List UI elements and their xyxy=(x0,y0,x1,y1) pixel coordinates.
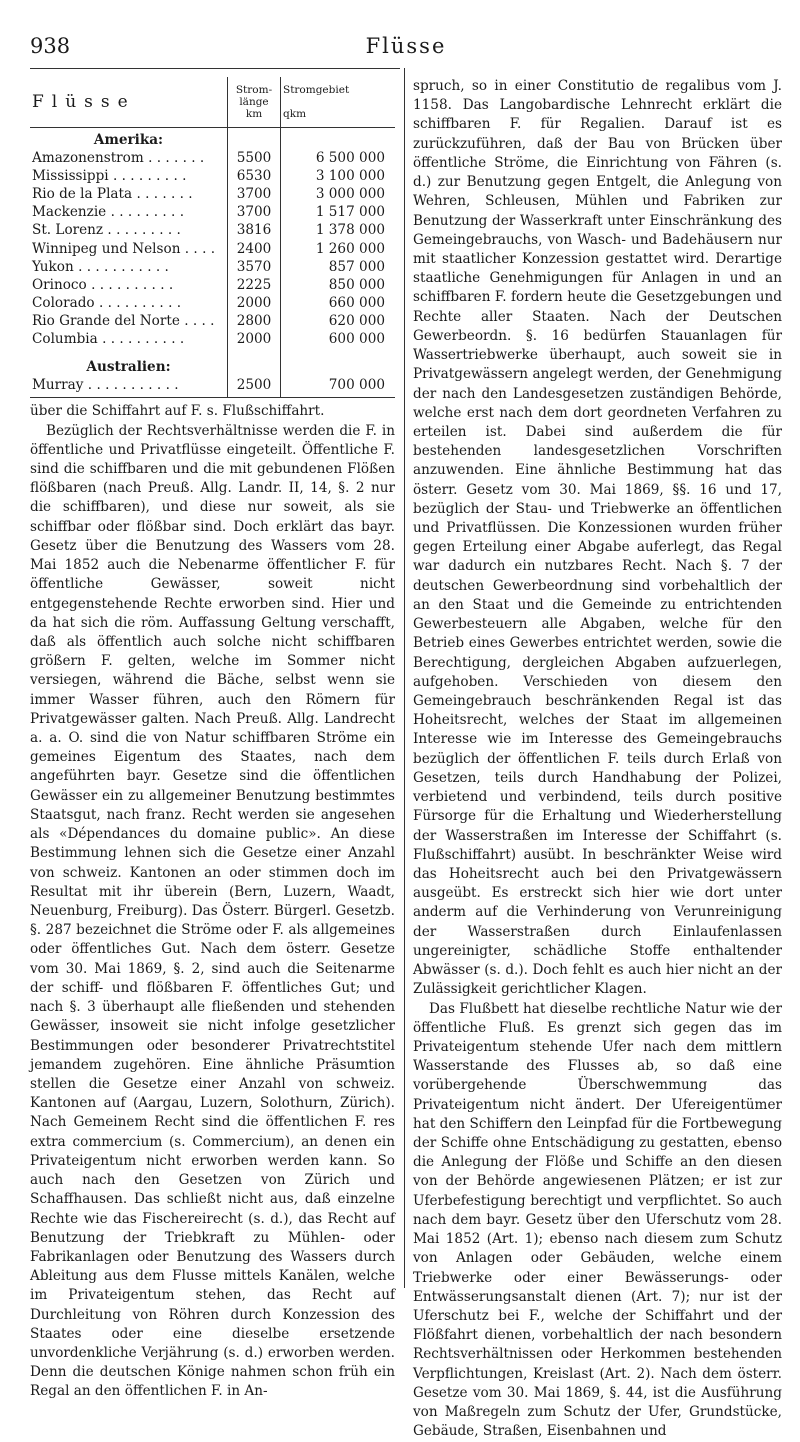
river-area: 1 378 000 xyxy=(315,222,385,239)
river-area: 700 000 xyxy=(281,376,396,398)
river-name-cell xyxy=(30,240,228,258)
region-heading-row xyxy=(30,355,395,376)
river-area: 850 000 xyxy=(328,276,385,293)
river-name-cell xyxy=(30,330,228,348)
river-name-cell xyxy=(30,312,228,330)
right-text xyxy=(413,77,782,1442)
left-text xyxy=(30,402,395,1401)
river-table-body xyxy=(30,128,395,398)
river-length: 2225 xyxy=(228,276,281,294)
river-name-cell xyxy=(30,258,228,276)
river-name: Rio de la Plata xyxy=(32,186,133,203)
table-row xyxy=(30,167,395,185)
river-name-cell xyxy=(30,185,228,203)
leader-dots: . . . . . . . . . . . xyxy=(78,258,169,275)
river-length: 3700 xyxy=(228,203,281,221)
table-row xyxy=(30,221,395,239)
table-header-area xyxy=(281,77,396,128)
paragraph: spruch, so in einer Constitutio de regalibus vom J. 1158. Das Langobardische Lehnrecht erklärt die schiffbaren F. für Regalien. Darauf ist es zurückzuführen, daß der Bau von Brücken über öffentliche Ströme, die Einrichtung von Fähren (s. d.) zur Benutzung gegen Entgelt, die Anlegung von Wehren, Schleusen, Mühlen und Fabriken zur Benutzung der Wasserkraft unter Einschränkung des Gemeingebrauchs, von Wasch- und Badehäusern nur mit staatlicher Konzession gestattet wird. Derartige staatliche Genehmigungen für Anlagen in und an schiffbaren F. fordern heute die Gesetzgebungen und Rechte aller Staaten. Nach der Deutschen Gewerbeordn. §. 16 bedürfen Stauanlagen für Wassertriebwerke überhaupt, auch soweit sie in Privatgewässern angelegt werden, der Genehmigung der nach den Landesgesetzen zuständigen Behörde, welche erst nach dem dort geordneten Verfahren zu erteilen ist. Dabei sind außerdem die für bestehenden landesgesetzlichen Vorschriften anzuwenden. Eine ähnliche Bestimmung hat das österr. Gesetz vom 30. Mai 1869, §§. 16 und 17, bezüglich der Stau- und Triebwerke an öffentlichen und Privatflüssen. Die Konzessionen wurden früher gegen Erteilung einer Abgabe auferlegt, das Regal war dadurch ein nutzbares Recht. Nach §. 7 der deutschen Gewerbeordnung sind vorbehaltlich der an den Staat und die Gemeinde zu entrichtenden Gewerbesteuern alle Abgaben, welche für den Betrieb eines Gewerbes entrichtet werden, sowie die Berechtigung, dergleichen Abgaben aufzuerlegen, aufgehoben. Verschieden von diesem den Gemeingebrauch beschränkenden Regal ist das Hoheitsrecht, welches der Staat im allgemeinen Interesse wie im Interesse des Gemeingebrauchs bezüglich der öffentlichen F. teils durch Erlaß von Gesetzen, teils durch Handhabung der Polizei, verbietend und verbindend, teils durch positive Fürsorge für die Erhaltung und Wiederherstellung der Wasserstraßen im Interesse der Schiffahrt (s. Flußschiffahrt) ausübt. In beschränkter Weise wird das Hoheitsrecht auch bei den Privatgewässern ausgeübt. Es erstreckt sich hier wie dort unter anderm auf die Verhinderung von Verunreinigung der Wasserstraßen durch Einlaufenlassen ungereinigter, schädliche Stoffe enthaltender Abwässer (s. d.). Doch fehlt es auch hier nicht an der Zulässigkeit gerichtlicher Klagen. xyxy=(413,78,782,998)
table-row xyxy=(30,276,395,294)
river-length: 3700 xyxy=(228,185,281,203)
river-length: 2500 xyxy=(228,376,281,398)
river-name: St. Lorenz xyxy=(32,222,104,239)
table-row xyxy=(30,376,395,398)
river-name: Yukon xyxy=(32,258,74,275)
table-header-name: Flüsse xyxy=(30,77,228,128)
leader-dots: . . . . . . . . . xyxy=(110,204,185,221)
header-rule xyxy=(30,68,400,69)
leader-dots: . . . . xyxy=(184,312,215,329)
leader-dots: . . . . . . . . . . . xyxy=(87,377,179,394)
river-name-cell xyxy=(30,149,228,167)
leader-dots: . . . . . . . . . . xyxy=(91,276,174,293)
river-name: Orinoco xyxy=(32,276,87,293)
region-heading: Australien: xyxy=(86,359,171,376)
river-name: Mississippi xyxy=(32,168,109,185)
river-name-cell xyxy=(30,221,228,239)
table-row xyxy=(30,203,395,221)
river-name-cell xyxy=(30,167,228,185)
river-name-cell xyxy=(30,376,228,398)
table-row xyxy=(30,330,395,348)
region-heading: Amerika: xyxy=(93,132,164,148)
river-length: 2400 xyxy=(228,240,281,258)
river-name: Amazonenstrom xyxy=(32,150,144,167)
leader-dots: . . . . . . . . . xyxy=(112,168,187,185)
region-heading-row xyxy=(30,128,395,150)
page-number: 938 xyxy=(30,34,71,58)
river-table xyxy=(30,77,395,398)
river-length: 6530 xyxy=(228,167,281,185)
right-column xyxy=(413,77,782,1442)
river-name: Rio Grande del Norte xyxy=(32,312,180,329)
river-name: Murray xyxy=(32,377,84,394)
leader-dots: . . . . . . . xyxy=(148,150,205,167)
table-header-length xyxy=(228,77,281,128)
river-name-cell xyxy=(30,294,228,312)
river-length: 5500 xyxy=(228,149,281,167)
paragraph: über die Schiffahrt auf F. s. Flußschiffahrt. xyxy=(30,403,325,420)
river-area: 660 000 xyxy=(328,294,385,311)
river-area: 620 000 xyxy=(328,312,385,329)
river-area: 1 517 000 xyxy=(315,204,385,221)
table-row xyxy=(30,149,395,167)
left-column xyxy=(30,77,395,1402)
leader-dots: . . . . xyxy=(184,240,216,257)
river-name-cell xyxy=(30,276,228,294)
river-area: 600 000 xyxy=(328,331,385,348)
table-header-area-text: Stromgebiet qkm xyxy=(283,84,350,120)
river-name: Columbia xyxy=(32,331,98,348)
paragraph: Das Flußbett hat dieselbe rechtliche Natur wie der öffentliche Fluß. Es grenzt sich gegen das im Privateigentum stehende Ufer nach dem mittlern Wasserstande des Flusses ab, so daß eine vorübergehende Überschwemmung das Privateigentum nicht ändert. Der Ufereigentümer hat den Schiffern den Leinpfad für die Fortbewegung der Schiffe ohne Entschädigung zu gestatten, ebenso die Anlegung der Flöße und Schiffe an den diesen von der Behörde angewiesenen Plätzen; er ist zur Uferbefestigung berechtigt und verpflichtet. So auch nach dem bayr. Gesetz über den Uferschutz vom 28. Mai 1852 (Art. 1); ebenso nach diesem zum Schutz von Anlagen oder Gebäuden, welche einem Triebwerke oder einer Bewässerungs- oder Entwässerungsanstalt dienen (Art. 7); nur ist der Uferschutz bei F., welche der Schiffahrt und der Flößfahrt dienen, vorbehaltlich der nach besondern Rechtsverhältnissen oder Herkommen bestehenden Verpflichtungen, Kreislast (Art. 2). Nach dem österr. Gesetze vom 30. Mai 1869, §. 44, ist die Ausführung von Maßregeln zum Schutz der Ufer, Grundstücke, Gebäude, Straßen, Eisenbahnen und xyxy=(413,1000,782,1440)
table-row xyxy=(30,185,395,203)
river-length: 2000 xyxy=(228,330,281,348)
river-area: 1 260 000 xyxy=(315,240,385,257)
river-length: 2000 xyxy=(228,294,281,312)
river-area: 6 500 000 xyxy=(315,150,385,167)
river-name-cell xyxy=(30,203,228,221)
region-gap xyxy=(30,348,395,355)
river-length: 3570 xyxy=(228,258,281,276)
column-divider xyxy=(404,68,405,1288)
river-length: 3816 xyxy=(228,221,281,239)
table-row xyxy=(30,312,395,330)
page-header xyxy=(30,34,782,64)
leader-dots: . . . . . . . . . . xyxy=(98,294,182,311)
table-row xyxy=(30,258,395,276)
table-header-length-text: Strom- länge km xyxy=(235,84,273,120)
table-row xyxy=(30,240,395,258)
leader-dots: . . . . . . . . . . xyxy=(102,331,185,348)
leader-dots: . . . . . . . . . xyxy=(107,222,181,239)
table-row xyxy=(30,294,395,312)
river-area: 3 000 000 xyxy=(315,186,385,203)
river-name: Mackenzie xyxy=(32,204,107,221)
paragraph: Bezüglich der Rechtsverhältnisse werden die F. in öffentliche und Privatflüsse eingeteilt. Öffentliche F. sind die schiffbaren und die mit gebundenen Flößen flößbaren (nach Preuß. Allg. Landr. II, 14, §. 2 nur die schiffbaren), und diese nur soweit, als sie schiffbar oder flößbar sind. Doch erklärt das bayr. Gesetz über die Benutzung des Wassers vom 28. Mai 1852 auch die Nebenarme öffentlicher F. für öffentliche Gewässer, soweit nicht entgegenstehende Rechte erworben sind. Hier und da hat sich die röm. Auffassung Geltung verschafft, daß als öffentlich auch solche nicht schiffbaren größern F. gelten, welche im Sommer nicht versiegen, während die Bäche, selbst wenn sie immer Wasser führen, auch den Römern für Privatgewässer galten. Nach Preuß. Allg. Landrecht a. a. O. sind die von Natur schiffbaren Ströme ein gemeines Eigentum des Staates, nach dem angeführten bayr. Gesetze sind die öffentlichen Gewässer ein zu allgemeiner Benutzung bestimmtes Staatsgut, nach franz. Recht werden sie angesehen als «Dépendances du domaine public». An diese Bestimmung lehnen sich die Gesetze einer Anzahl von schweiz. Kantonen an oder stimmen doch im Resultat mit ihr überein (Bern, Luzern, Waadt, Neuenburg, Freiburg). Das Österr. Bürgerl. Gesetzb. §. 287 bezeichnet die Ströme oder F. als allgemeines oder öffentliches Gut. Nach dem österr. Gesetze vom 30. Mai 1869, §. 2, sind auch die Seitenarme der schiff- und flößbaren F. öffentliches Gut; und nach §. 3 überhaupt alle fließenden und stehenden Gewässer, insoweit sie nicht infolge gesetzlicher Bestimmungen oder besonderer Privatrechtstitel jemandem zugehören. Eine ähnliche Präsumtion stellen die Gesetze einer Anzahl von schweiz. Kantonen auf (Aargau, Luzern, Solothurn, Zürich). Nach Gemeinem Recht sind die öffentlichen F. res extra commercium (s. Commercium), an denen ein Privateigentum nicht erworben werden kann. So auch nach den Gesetzen von Zürich und Schaffhausen. Das schließt nicht aus, daß einzelne Rechte wie das Fischereirecht (s. d.), das Recht auf Benutzung der Triebkraft zu Mühlen- oder Fabrikanlagen oder Benutzung des Wassers durch Ableitung aus dem Flusse mittels Kanälen, welche im Privateigentum stehen, das Recht auf Durchleitung von Röhren durch Konzession des Staates oder eine dieselbe ersetzende unvordenkliche Verjährung (s. d.) erworben werden. Denn die deutschen Könige nahmen schon früh ein Regal an den öffentlichen F. in An- xyxy=(30,422,395,1400)
river-area: 3 100 000 xyxy=(315,168,385,185)
river-area: 857 000 xyxy=(328,258,385,275)
river-length: 2800 xyxy=(228,312,281,330)
river-name: Colorado xyxy=(32,294,95,311)
river-name: Winnipeg und Nelson xyxy=(32,240,181,257)
leader-dots: . . . . . . . xyxy=(136,186,193,203)
running-head: Flüsse xyxy=(365,34,447,58)
